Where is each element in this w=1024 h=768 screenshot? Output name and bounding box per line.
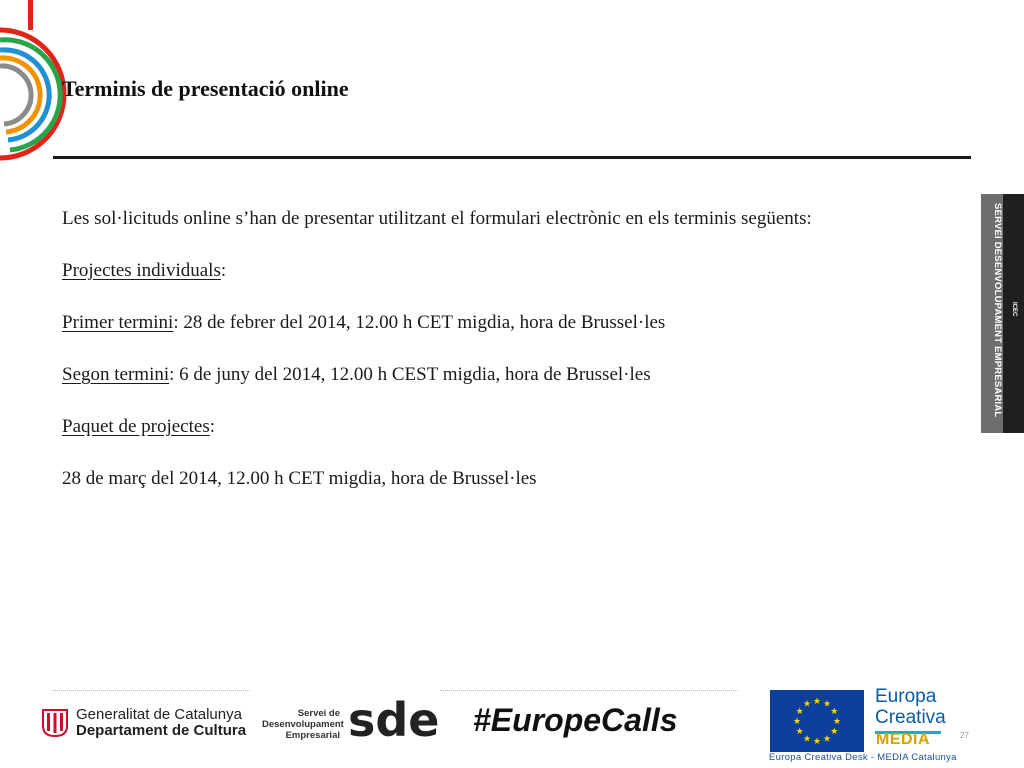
slide-body bbox=[62, 208, 952, 520]
eu-star-icon: ★ bbox=[802, 699, 812, 710]
package-deadline-text: 28 de març del 2014, 12.00 h CET migdia, hora de Brussel·les bbox=[62, 468, 537, 489]
europa-line-1: Europa bbox=[875, 686, 937, 707]
eu-star-icon: ★ bbox=[795, 727, 804, 737]
eu-star-icon: ★ bbox=[812, 737, 822, 747]
eu-star-icon: ★ bbox=[802, 734, 812, 745]
title-divider bbox=[53, 156, 971, 159]
second-deadline-text: : 6 de juny del 2014, 12.00 h CEST migdia, hora de Brussel·les bbox=[169, 364, 651, 385]
sde-logo bbox=[347, 690, 440, 747]
sde-line-3: Empresarial bbox=[285, 730, 340, 741]
gencat-name: Generalitat de Catalunya bbox=[76, 706, 242, 723]
individual-projects-line bbox=[62, 260, 952, 282]
eu-star-icon: ★ bbox=[830, 727, 839, 737]
europa-line-2: Creativa bbox=[875, 707, 946, 728]
sde-line-1: Servei de bbox=[297, 708, 340, 719]
side-tab-label: SERVEI DESENVOLUPAMENT EMPRESARIAL bbox=[992, 203, 1003, 418]
side-tab-small-label: ICEC bbox=[1011, 302, 1017, 317]
slide-title: Terminis de presentació online bbox=[62, 76, 349, 101]
eu-star-icon: ★ bbox=[795, 707, 804, 717]
package-heading: Paquet de projectes bbox=[62, 416, 210, 437]
second-deadline-label: Segon termini bbox=[62, 364, 170, 385]
gencat-department: Departament de Cultura bbox=[76, 722, 247, 739]
eu-star-icon: ★ bbox=[832, 717, 842, 727]
gencat-emblem-icon bbox=[42, 709, 68, 737]
eu-star-icon: ★ bbox=[822, 734, 832, 745]
footer-divider-middle bbox=[440, 690, 738, 692]
eu-flag-icon bbox=[770, 690, 864, 752]
eu-star-icon: ★ bbox=[812, 697, 822, 707]
first-deadline-label: Primer termini bbox=[62, 312, 174, 333]
eu-star-icon: ★ bbox=[830, 707, 839, 717]
desk-caption: Europa Creativa Desk - MEDIA Catalunya bbox=[769, 752, 957, 763]
corner-arc-logo bbox=[0, 0, 60, 170]
page-number: 27 bbox=[960, 731, 969, 740]
colon: : bbox=[220, 260, 227, 281]
hashtag: #EuropeCalls bbox=[473, 702, 678, 738]
first-deadline-line bbox=[62, 312, 952, 334]
media-label: MEDIA bbox=[876, 731, 931, 748]
europa-creativa-logo bbox=[875, 686, 946, 728]
sde-text-logo bbox=[262, 708, 344, 741]
eu-star-icon: ★ bbox=[822, 699, 832, 710]
colon: : bbox=[209, 416, 216, 437]
intro-paragraph: Les sol·licituds online s’han de presentar utilitzant el formulari electrònic en els terminis següents: bbox=[62, 208, 812, 229]
footer-divider-left bbox=[52, 690, 250, 692]
individual-projects-heading: Projectes individuals bbox=[62, 260, 221, 281]
eu-star-icon: ★ bbox=[792, 717, 802, 727]
package-line bbox=[62, 416, 952, 438]
sde-logo-text: sde bbox=[348, 693, 440, 747]
first-deadline-text: : 28 de febrer del 2014, 12.00 h CET migdia, hora de Brussel·les bbox=[173, 312, 666, 333]
sde-line-2: Desenvolupament bbox=[262, 719, 344, 730]
gencat-logo bbox=[42, 707, 246, 739]
second-deadline-line bbox=[62, 364, 952, 386]
